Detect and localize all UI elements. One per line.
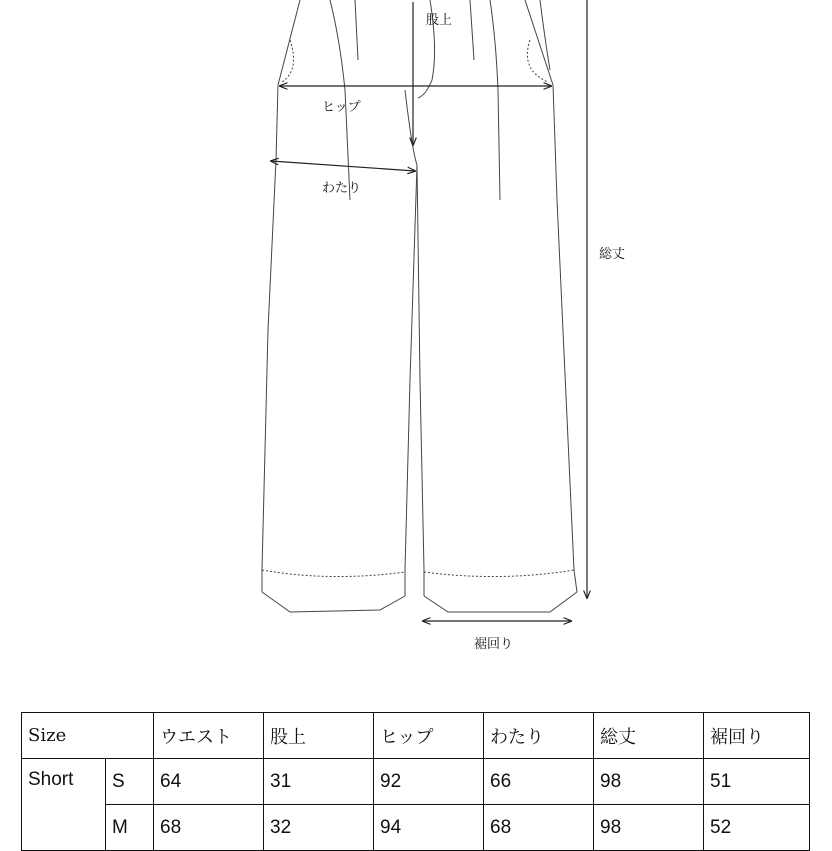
header-rise: 股上 — [264, 713, 374, 759]
hem-label: 裾回り — [474, 637, 514, 652]
cell-rise: 31 — [264, 759, 374, 805]
cell-rise: 32 — [264, 805, 374, 851]
rise-label: 股上 — [426, 13, 453, 28]
cell-hem: 52 — [704, 805, 810, 851]
total-length-label: 総丈 — [599, 247, 626, 262]
header-hem: 裾回り — [704, 713, 810, 759]
pants-outline — [262, 0, 577, 612]
row-size: S — [106, 759, 154, 805]
cell-waist: 64 — [154, 759, 264, 805]
hip-label: ヒップ — [322, 100, 361, 115]
header-waist: ウエスト — [154, 713, 264, 759]
cell-thigh: 66 — [484, 759, 594, 805]
measurement-arrows — [271, 0, 587, 621]
thigh-arrow — [271, 161, 415, 171]
header-total-length: 総丈 — [594, 713, 704, 759]
cell-waist: 68 — [154, 805, 264, 851]
cell-hip: 92 — [374, 759, 484, 805]
cell-hip: 94 — [374, 805, 484, 851]
row-group: Short — [22, 759, 106, 851]
header-size: Size — [22, 713, 154, 759]
cell-hem: 51 — [704, 759, 810, 805]
row-size: M — [106, 805, 154, 851]
cell-total-length: 98 — [594, 759, 704, 805]
header-thigh: わたり — [484, 713, 594, 759]
thigh-label: わたり — [322, 181, 362, 196]
table-header-row — [22, 713, 810, 759]
header-hip: ヒップ — [374, 713, 484, 759]
table-row — [22, 805, 810, 851]
cell-thigh: 68 — [484, 805, 594, 851]
table-row — [22, 759, 810, 805]
cell-total-length: 98 — [594, 805, 704, 851]
size-table — [21, 712, 810, 851]
